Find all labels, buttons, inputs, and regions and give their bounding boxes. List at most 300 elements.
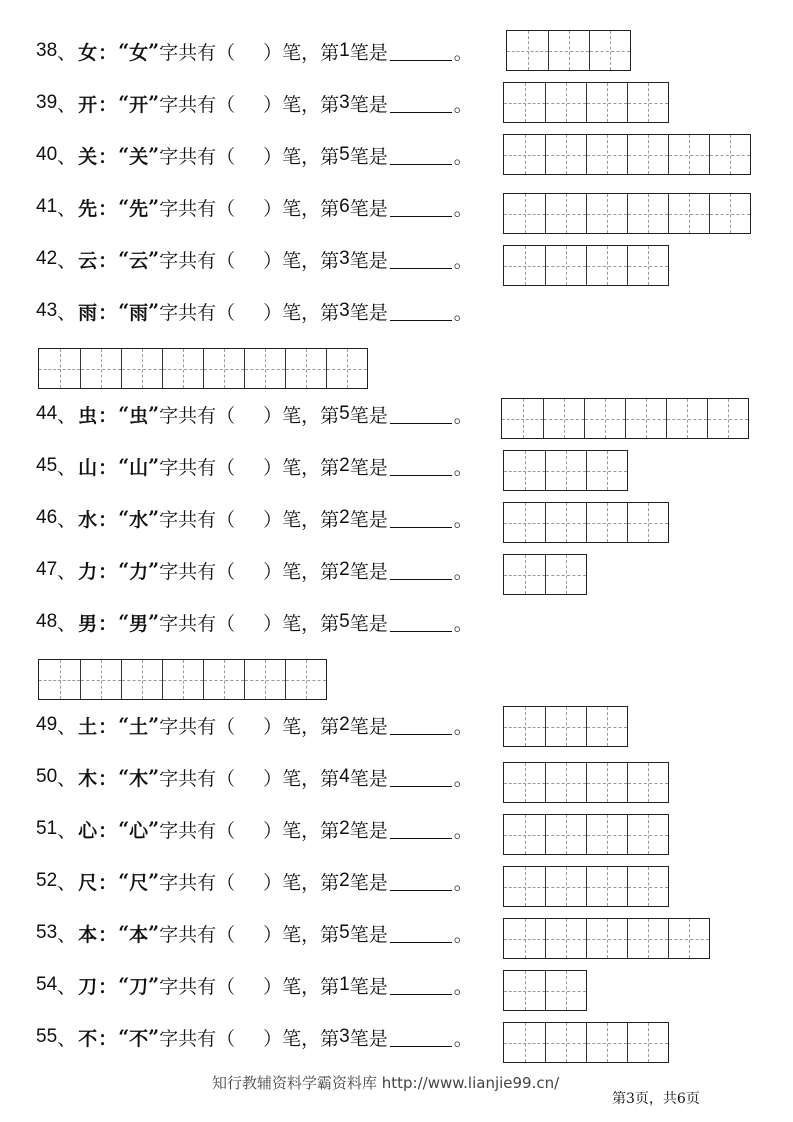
answer-blank[interactable] <box>390 768 452 787</box>
prompt-stroke: ）笔，第 <box>263 456 340 479</box>
prompt-stroke-is: 笔是 <box>349 93 388 116</box>
question-character: 女 <box>78 41 98 64</box>
prompt-stroke-is: 笔是 <box>349 404 388 427</box>
question-character: 不 <box>78 1027 98 1050</box>
writing-cell[interactable] <box>586 707 627 746</box>
writing-cell[interactable] <box>627 1023 668 1062</box>
prompt-count: 字共有（ <box>159 715 236 738</box>
answer-blank[interactable] <box>390 924 452 943</box>
writing-cell[interactable] <box>504 867 545 906</box>
question-separator: 、 <box>57 819 77 842</box>
prompt-stroke-is: 笔是 <box>349 612 388 635</box>
writing-cell[interactable] <box>627 763 668 802</box>
writing-cell[interactable] <box>121 349 162 388</box>
open-quote: “ <box>118 300 130 322</box>
quoted-character: 不 <box>129 1027 149 1050</box>
writing-cell[interactable] <box>625 399 666 438</box>
close-quote: ” <box>148 40 160 62</box>
answer-blank[interactable] <box>390 561 452 580</box>
question-separator: 、 <box>57 456 77 479</box>
quoted-character: 开 <box>129 93 149 116</box>
writing-cell[interactable] <box>545 246 586 285</box>
question-separator: 、 <box>57 871 77 894</box>
writing-cell[interactable] <box>627 194 668 233</box>
colon: ： <box>98 508 118 531</box>
writing-cell[interactable] <box>80 660 121 699</box>
stroke-index: 2 <box>339 559 350 580</box>
stroke-index: 2 <box>339 507 350 528</box>
open-quote: “ <box>118 403 130 425</box>
question-row <box>36 711 473 739</box>
open-quote: “ <box>118 1026 130 1048</box>
writing-cell[interactable] <box>627 135 668 174</box>
writing-cell[interactable] <box>545 867 586 906</box>
question-separator: 、 <box>57 508 77 531</box>
writing-cell[interactable] <box>203 660 244 699</box>
writing-cell[interactable] <box>668 194 709 233</box>
stroke-index: 3 <box>339 248 350 269</box>
writing-cell[interactable] <box>627 246 668 285</box>
writing-grid <box>503 82 669 123</box>
close-quote: ” <box>148 611 160 633</box>
question-number: 52 <box>36 870 58 891</box>
stroke-index: 2 <box>339 455 350 476</box>
question-separator: 、 <box>57 975 77 998</box>
open-quote: “ <box>118 559 130 581</box>
open-quote: “ <box>118 922 130 944</box>
period: 。 <box>453 819 473 842</box>
open-quote: “ <box>118 818 130 840</box>
prompt-stroke-is: 笔是 <box>349 249 388 272</box>
prompt-stroke: ）笔，第 <box>263 145 340 168</box>
writing-cell[interactable] <box>502 399 543 438</box>
close-quote: ” <box>148 507 160 529</box>
open-quote: “ <box>118 144 130 166</box>
colon: ： <box>98 41 118 64</box>
prompt-count: 字共有（ <box>159 249 236 272</box>
writing-grid <box>503 706 628 747</box>
prompt-stroke-is: 笔是 <box>349 819 388 842</box>
open-quote: “ <box>118 196 130 218</box>
writing-cell[interactable] <box>504 1023 545 1062</box>
writing-grid <box>503 762 669 803</box>
writing-cell[interactable] <box>545 971 586 1010</box>
prompt-stroke: ）笔，第 <box>263 404 340 427</box>
colon: ： <box>98 715 118 738</box>
answer-blank[interactable] <box>390 976 452 995</box>
period: 。 <box>453 508 473 531</box>
question-row <box>36 763 473 791</box>
question-character: 水 <box>78 508 98 531</box>
colon: ： <box>98 767 118 790</box>
writing-cell[interactable] <box>584 399 625 438</box>
open-quote: “ <box>118 507 130 529</box>
writing-cell[interactable] <box>586 503 627 542</box>
question-character: 男 <box>78 612 98 635</box>
question-number: 41 <box>36 196 58 217</box>
answer-blank[interactable] <box>390 820 452 839</box>
period: 。 <box>453 145 473 168</box>
close-quote: ” <box>148 403 160 425</box>
writing-grid <box>503 1022 669 1063</box>
answer-blank[interactable] <box>390 509 452 528</box>
writing-cell[interactable] <box>627 83 668 122</box>
open-quote: “ <box>118 714 130 736</box>
prompt-count: 字共有（ <box>159 93 236 116</box>
question-character: 心 <box>78 819 98 842</box>
writing-cell[interactable] <box>586 815 627 854</box>
close-quote: ” <box>148 559 160 581</box>
prompt-stroke-is: 笔是 <box>349 1027 388 1050</box>
writing-cell[interactable] <box>504 815 545 854</box>
answer-blank[interactable] <box>390 613 452 632</box>
writing-grid <box>503 866 669 907</box>
colon: ： <box>98 560 118 583</box>
writing-cell[interactable] <box>504 971 545 1010</box>
prompt-stroke-is: 笔是 <box>349 871 388 894</box>
period: 。 <box>453 975 473 998</box>
answer-blank[interactable] <box>390 405 452 424</box>
close-quote: ” <box>148 870 160 892</box>
close-quote: ” <box>148 922 160 944</box>
question-separator: 、 <box>57 41 77 64</box>
colon: ： <box>98 145 118 168</box>
question-character: 云 <box>78 249 98 272</box>
question-row <box>36 971 473 999</box>
writing-cell[interactable] <box>548 31 589 70</box>
writing-cell[interactable] <box>80 349 121 388</box>
colon: ： <box>98 923 118 946</box>
stroke-index: 1 <box>339 974 350 995</box>
quoted-character: 刀 <box>129 975 149 998</box>
period: 。 <box>453 41 473 64</box>
writing-cell[interactable] <box>545 135 586 174</box>
quoted-character: 水 <box>129 508 149 531</box>
question-row <box>36 245 473 273</box>
writing-cell[interactable] <box>627 815 668 854</box>
stroke-index: 5 <box>339 144 350 165</box>
question-number: 45 <box>36 455 58 476</box>
quoted-character: 木 <box>129 767 149 790</box>
question-row <box>36 556 473 584</box>
answer-blank[interactable] <box>390 872 452 891</box>
prompt-count: 字共有（ <box>159 767 236 790</box>
prompt-count: 字共有（ <box>159 41 236 64</box>
writing-cell[interactable] <box>709 194 750 233</box>
prompt-stroke: ）笔，第 <box>263 508 340 531</box>
writing-grid <box>503 970 587 1011</box>
source-footer: 知行教辅资料学霸资料库 http://www.lianjie99.cn/ <box>212 1074 560 1092</box>
writing-cell[interactable] <box>586 194 627 233</box>
question-character: 土 <box>78 715 98 738</box>
stroke-index: 4 <box>339 766 350 787</box>
quoted-character: 雨 <box>129 301 149 324</box>
question-row <box>36 1023 473 1051</box>
close-quote: ” <box>148 248 160 270</box>
prompt-count: 字共有（ <box>159 560 236 583</box>
quoted-character: 本 <box>129 923 149 946</box>
question-row <box>36 452 473 480</box>
writing-cell[interactable] <box>586 135 627 174</box>
colon: ： <box>98 93 118 116</box>
quoted-character: 土 <box>129 715 149 738</box>
close-quote: ” <box>148 455 160 477</box>
prompt-stroke: ）笔，第 <box>263 249 340 272</box>
writing-cell[interactable] <box>545 194 586 233</box>
question-row <box>36 37 473 65</box>
writing-cell[interactable] <box>627 919 668 958</box>
writing-cell[interactable] <box>586 919 627 958</box>
writing-cell[interactable] <box>504 707 545 746</box>
period: 。 <box>453 560 473 583</box>
stroke-index: 3 <box>339 92 350 113</box>
question-separator: 、 <box>57 1027 77 1050</box>
writing-cell[interactable] <box>244 660 285 699</box>
writing-cell[interactable] <box>709 135 750 174</box>
answer-blank[interactable] <box>390 1028 452 1047</box>
prompt-count: 字共有（ <box>159 197 236 220</box>
close-quote: ” <box>148 196 160 218</box>
writing-grid <box>38 659 327 700</box>
question-row <box>36 193 473 221</box>
question-row <box>36 297 473 325</box>
answer-blank[interactable] <box>390 198 452 217</box>
period: 。 <box>453 871 473 894</box>
answer-blank[interactable] <box>390 42 452 61</box>
writing-grid <box>503 134 751 175</box>
prompt-stroke-is: 笔是 <box>349 456 388 479</box>
close-quote: ” <box>148 766 160 788</box>
prompt-stroke-is: 笔是 <box>349 715 388 738</box>
question-number: 39 <box>36 92 58 113</box>
stroke-index: 2 <box>339 870 350 891</box>
question-row <box>36 919 473 947</box>
prompt-stroke: ）笔，第 <box>263 715 340 738</box>
stroke-index: 6 <box>339 196 350 217</box>
question-number: 53 <box>36 922 58 943</box>
prompt-stroke: ）笔，第 <box>263 301 340 324</box>
answer-blank[interactable] <box>390 457 452 476</box>
writing-cell[interactable] <box>504 503 545 542</box>
stroke-index: 3 <box>339 300 350 321</box>
close-quote: ” <box>148 714 160 736</box>
writing-cell[interactable] <box>162 660 203 699</box>
answer-blank[interactable] <box>390 250 452 269</box>
question-number: 42 <box>36 248 58 269</box>
quoted-character: 男 <box>129 612 149 635</box>
writing-grid <box>503 245 669 286</box>
question-separator: 、 <box>57 923 77 946</box>
writing-cell[interactable] <box>545 1023 586 1062</box>
open-quote: “ <box>118 455 130 477</box>
answer-blank[interactable] <box>390 146 452 165</box>
writing-cell[interactable] <box>507 31 548 70</box>
writing-cell[interactable] <box>545 763 586 802</box>
writing-cell[interactable] <box>285 349 326 388</box>
prompt-count: 字共有（ <box>159 301 236 324</box>
writing-cell[interactable] <box>545 83 586 122</box>
writing-cell[interactable] <box>586 83 627 122</box>
writing-cell[interactable] <box>586 1023 627 1062</box>
question-row <box>36 400 473 428</box>
open-quote: “ <box>118 40 130 62</box>
answer-blank[interactable] <box>390 302 452 321</box>
writing-cell[interactable] <box>244 349 285 388</box>
stroke-index: 5 <box>339 611 350 632</box>
writing-grid <box>503 918 710 959</box>
period: 。 <box>453 456 473 479</box>
writing-cell[interactable] <box>545 919 586 958</box>
writing-cell[interactable] <box>121 660 162 699</box>
quoted-character: 山 <box>129 456 149 479</box>
writing-cell[interactable] <box>707 399 748 438</box>
close-quote: ” <box>148 144 160 166</box>
writing-cell[interactable] <box>545 815 586 854</box>
open-quote: “ <box>118 766 130 788</box>
prompt-count: 字共有（ <box>159 508 236 531</box>
prompt-stroke-is: 笔是 <box>349 41 388 64</box>
writing-cell[interactable] <box>668 919 709 958</box>
question-separator: 、 <box>57 145 77 168</box>
writing-cell[interactable] <box>589 31 630 70</box>
writing-cell[interactable] <box>504 763 545 802</box>
writing-cell[interactable] <box>504 135 545 174</box>
question-character: 力 <box>78 560 98 583</box>
question-character: 刀 <box>78 975 98 998</box>
question-character: 虫 <box>78 404 98 427</box>
quoted-character: 虫 <box>129 404 149 427</box>
prompt-count: 字共有（ <box>159 871 236 894</box>
prompt-stroke: ）笔，第 <box>263 767 340 790</box>
prompt-stroke-is: 笔是 <box>349 560 388 583</box>
question-separator: 、 <box>57 612 77 635</box>
writing-cell[interactable] <box>545 503 586 542</box>
quoted-character: 先 <box>129 197 149 220</box>
writing-cell[interactable] <box>668 135 709 174</box>
answer-blank[interactable] <box>390 94 452 113</box>
question-number: 46 <box>36 507 58 528</box>
writing-cell[interactable] <box>504 246 545 285</box>
writing-grid <box>503 554 587 595</box>
question-number: 43 <box>36 300 58 321</box>
open-quote: “ <box>118 248 130 270</box>
prompt-stroke: ）笔，第 <box>263 560 340 583</box>
writing-cell[interactable] <box>545 555 586 594</box>
prompt-stroke-is: 笔是 <box>349 923 388 946</box>
question-separator: 、 <box>57 93 77 116</box>
writing-cell[interactable] <box>586 246 627 285</box>
writing-cell[interactable] <box>586 451 627 490</box>
quoted-character: 云 <box>129 249 149 272</box>
writing-grid <box>503 502 669 543</box>
quoted-character: 女 <box>129 41 149 64</box>
question-character: 雨 <box>78 301 98 324</box>
question-number: 54 <box>36 974 58 995</box>
writing-cell[interactable] <box>666 399 707 438</box>
writing-cell[interactable] <box>586 763 627 802</box>
period: 。 <box>453 404 473 427</box>
question-number: 55 <box>36 1026 58 1047</box>
writing-cell[interactable] <box>39 660 80 699</box>
answer-blank[interactable] <box>390 716 452 735</box>
writing-cell[interactable] <box>627 503 668 542</box>
writing-cell[interactable] <box>203 349 244 388</box>
question-row <box>36 815 473 843</box>
stroke-index: 5 <box>339 922 350 943</box>
question-character: 开 <box>78 93 98 116</box>
prompt-stroke: ）笔，第 <box>263 197 340 220</box>
writing-cell[interactable] <box>326 349 367 388</box>
quoted-character: 关 <box>129 145 149 168</box>
question-character: 木 <box>78 767 98 790</box>
prompt-stroke: ）笔，第 <box>263 975 340 998</box>
prompt-count: 字共有（ <box>159 975 236 998</box>
stroke-index: 5 <box>339 403 350 424</box>
writing-cell[interactable] <box>504 83 545 122</box>
prompt-stroke: ）笔，第 <box>263 819 340 842</box>
writing-grid <box>503 814 669 855</box>
prompt-stroke: ）笔，第 <box>263 93 340 116</box>
writing-cell[interactable] <box>586 867 627 906</box>
prompt-stroke: ）笔，第 <box>263 923 340 946</box>
prompt-stroke: ）笔，第 <box>263 41 340 64</box>
writing-cell[interactable] <box>545 707 586 746</box>
stroke-index: 1 <box>339 40 350 61</box>
question-row <box>36 141 473 169</box>
open-quote: “ <box>118 611 130 633</box>
prompt-stroke-is: 笔是 <box>349 197 388 220</box>
colon: ： <box>98 975 118 998</box>
writing-cell[interactable] <box>543 399 584 438</box>
colon: ： <box>98 249 118 272</box>
close-quote: ” <box>148 974 160 996</box>
writing-cell[interactable] <box>627 867 668 906</box>
writing-cell[interactable] <box>504 451 545 490</box>
prompt-stroke-is: 笔是 <box>349 508 388 531</box>
page-number: 第3页，共6页 <box>612 1091 700 1107</box>
writing-cell[interactable] <box>504 555 545 594</box>
question-separator: 、 <box>57 560 77 583</box>
question-character: 关 <box>78 145 98 168</box>
writing-cell[interactable] <box>504 194 545 233</box>
open-quote: “ <box>118 870 130 892</box>
question-character: 山 <box>78 456 98 479</box>
question-row <box>36 608 473 636</box>
writing-cell[interactable] <box>504 919 545 958</box>
question-number: 40 <box>36 144 58 165</box>
prompt-count: 字共有（ <box>159 404 236 427</box>
question-separator: 、 <box>57 404 77 427</box>
prompt-stroke-is: 笔是 <box>349 145 388 168</box>
question-separator: 、 <box>57 715 77 738</box>
quoted-character: 心 <box>129 819 149 842</box>
stroke-index: 2 <box>339 818 350 839</box>
writing-grid <box>503 450 628 491</box>
writing-cell[interactable] <box>545 451 586 490</box>
prompt-stroke: ）笔，第 <box>263 612 340 635</box>
question-row <box>36 89 473 117</box>
prompt-count: 字共有（ <box>159 1027 236 1050</box>
question-separator: 、 <box>57 301 77 324</box>
prompt-stroke-is: 笔是 <box>349 301 388 324</box>
writing-cell[interactable] <box>285 660 326 699</box>
question-character: 先 <box>78 197 98 220</box>
close-quote: ” <box>148 1026 160 1048</box>
writing-cell[interactable] <box>162 349 203 388</box>
colon: ： <box>98 301 118 324</box>
question-row <box>36 867 473 895</box>
writing-cell[interactable] <box>39 349 80 388</box>
